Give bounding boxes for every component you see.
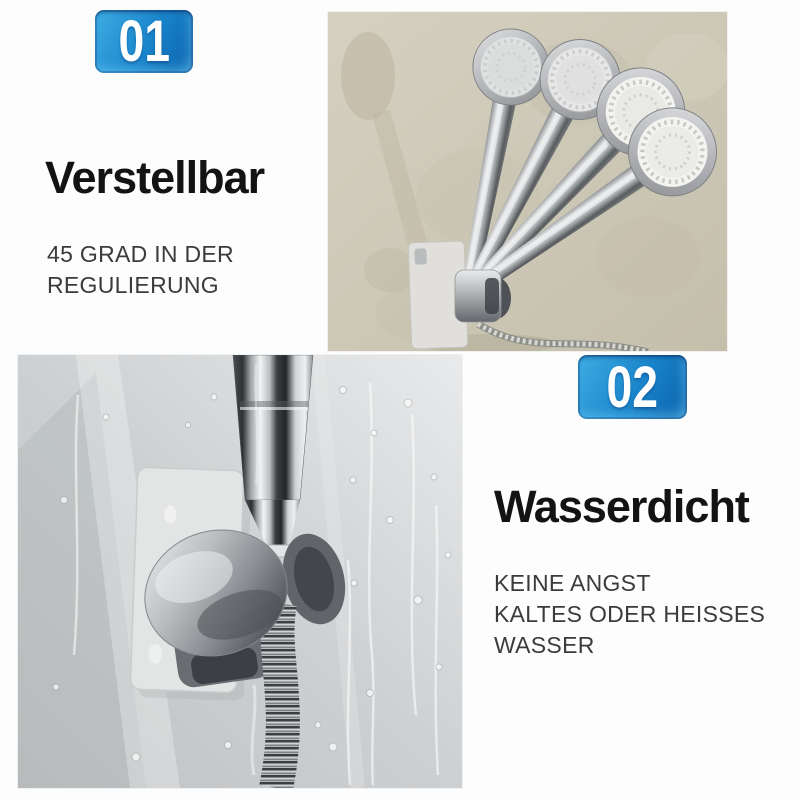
caption-line: KEINE ANGST <box>494 570 651 596</box>
step-02-badge <box>578 355 687 419</box>
caption-line: 45 GRAD IN DER <box>47 241 234 267</box>
caption-line: WASSER <box>494 632 595 658</box>
section-two-heading: Wasserdicht <box>494 481 749 532</box>
section-one-heading: Verstellbar <box>45 152 265 203</box>
holder-wet-wall-illustration <box>18 355 462 788</box>
spiral-hose <box>276 603 283 788</box>
step-01-number: 01 <box>118 9 170 74</box>
holder-wet-wall-photo <box>18 355 462 788</box>
caption-line: KALTES ODER HEISSES <box>494 601 766 627</box>
step-01-badge <box>95 10 193 73</box>
shower-angles-photo <box>328 12 727 351</box>
step-02-number: 02 <box>606 354 659 420</box>
caption-line: REGULIERUNG <box>47 272 219 298</box>
shower-angles-illustration <box>328 12 727 351</box>
section-two-caption <box>494 568 765 661</box>
section-one-caption <box>47 239 234 301</box>
